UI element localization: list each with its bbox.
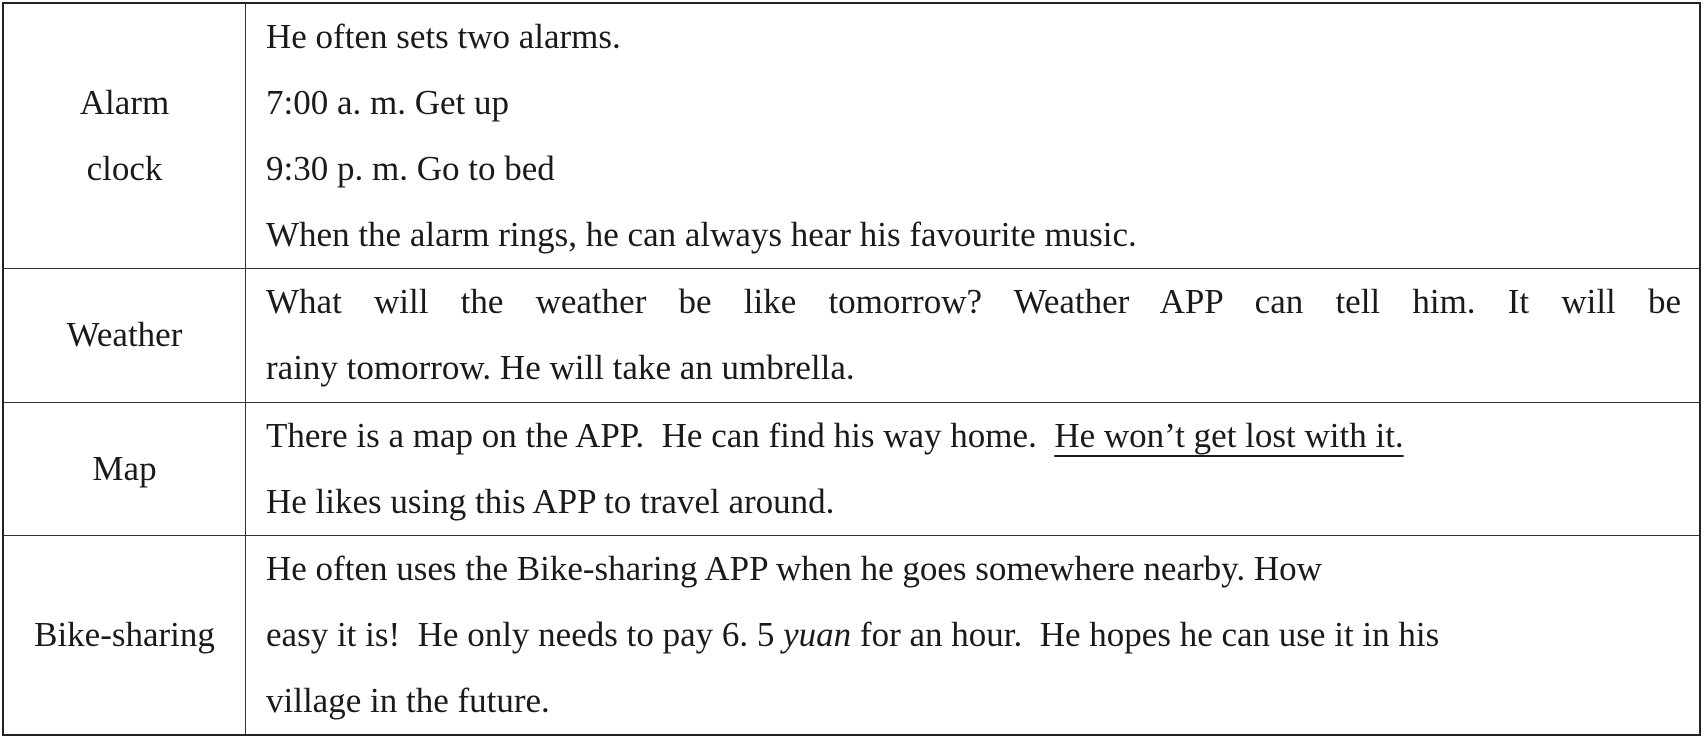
content-line	[266, 403, 1681, 469]
row-label-weather: Weather	[3, 269, 246, 402]
table-row-weather	[3, 269, 1700, 402]
content-line: village in the future.	[266, 680, 550, 720]
underlined-sentence: He won’t get lost with it.	[1054, 415, 1404, 455]
row-label-map: Map	[3, 402, 246, 535]
row-label-line: Alarm	[79, 83, 170, 123]
row-content-bike-sharing	[246, 535, 1701, 735]
row-content-map	[246, 402, 1701, 535]
row-content-weather	[246, 269, 1701, 402]
content-line: When the alarm rings, he can always hear his favourite music.	[266, 215, 1137, 255]
row-label-bike-sharing: Bike-sharing	[3, 535, 246, 735]
content-line: He often sets two alarms.	[266, 17, 621, 57]
content-line: He often uses the Bike-sharing APP when he goes somewhere nearby. How	[266, 548, 1322, 588]
content-line	[266, 602, 1681, 668]
row-content-alarm-clock	[246, 3, 1701, 269]
content-text: There is a map on the APP. He can find his way home.	[266, 415, 1055, 455]
content-text: for an hour. He hopes he can use it in his	[851, 614, 1440, 654]
content-line: 9:30 p. m. Go to bed	[266, 149, 555, 189]
content-line: He likes using this APP to travel around.	[266, 481, 835, 521]
content-line: rainy tomorrow. He will take an umbrella.	[266, 348, 855, 388]
apps-table	[2, 2, 1701, 736]
table-row-bike-sharing	[3, 535, 1700, 735]
table-row-alarm-clock	[3, 3, 1700, 269]
row-label-alarm-clock	[3, 3, 246, 269]
italic-word: yuan	[783, 614, 852, 654]
content-text: easy it is! He only needs to pay 6. 5	[266, 614, 784, 654]
table-row-map	[3, 402, 1700, 535]
content-line: 7:00 a. m. Get up	[266, 83, 510, 123]
row-label-line: clock	[86, 149, 163, 189]
content-line: What will the weather be like tomorrow? Weather APP can tell him. It will be	[266, 282, 1681, 322]
